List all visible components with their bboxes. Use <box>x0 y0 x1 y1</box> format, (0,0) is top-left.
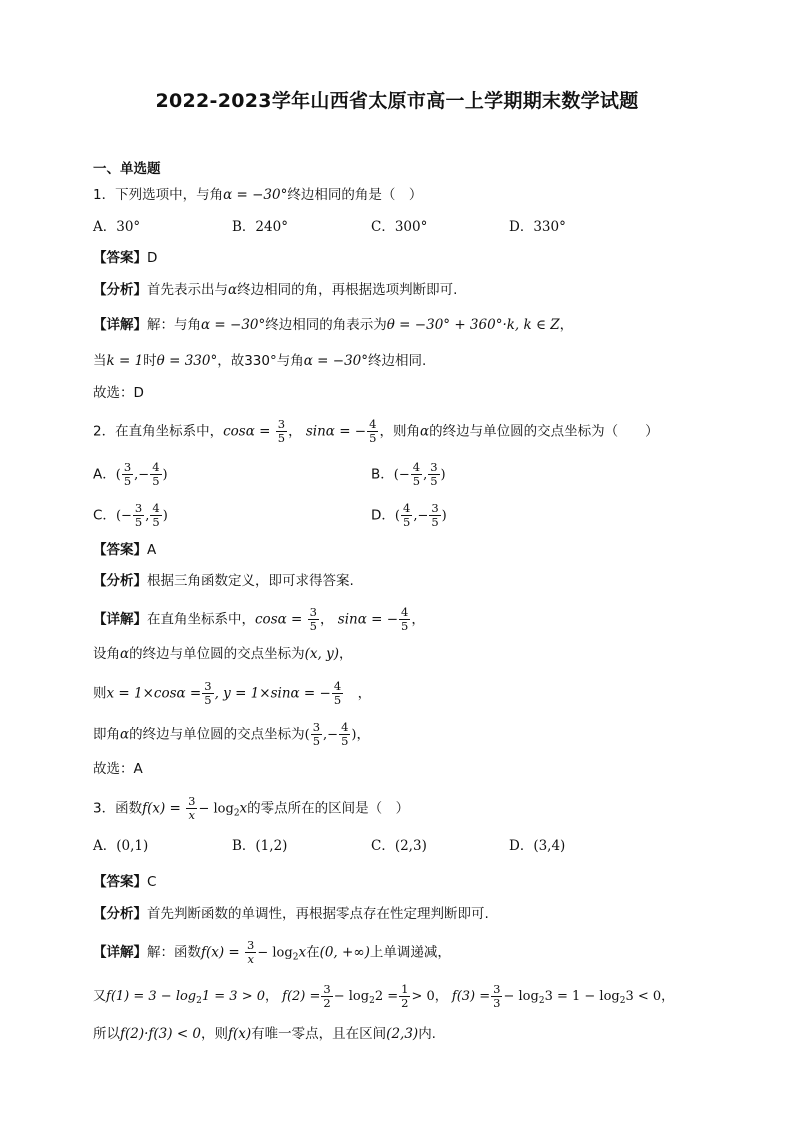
q1-option-b: B．240° <box>232 219 288 235</box>
q3-answer: 【答案】C <box>93 874 157 890</box>
q2-analysis: 【分析】根据三角函数定义，即可求得答案. <box>93 573 354 589</box>
q3-detail-line2: 又$f(1) = 3 - \log_21 = 3 > 0$， f(2) = $\frac{3}{2}$ − $\log_22$ = $\frac{1}{2}$ > 0， f(3) = $\frac{3}{3}$ − $\log_23 = 1 - \log_23 < 0$， <box>93 982 675 1010</box>
q2-option-c: C．(− $\frac{3}{5}$ , $\frac{4}{5}$ ) <box>93 501 168 529</box>
q1-analysis: 【分析】首先表示出与α终边相同的角，再根据选项判断即可. <box>93 282 458 298</box>
q1-detail: 【详解】解：与角α = −30°终边相同的角表示为θ = −30° + 360°·k, k ∈ Z， <box>93 317 574 333</box>
q2-option-b: B．(− $\frac{4}{5}$ , $\frac{3}{5}$ ) <box>371 460 446 488</box>
q1-option-a: A．30° <box>93 219 141 235</box>
q1-option-c: C．300° <box>371 219 428 235</box>
q3-option-d: D．(3,4) <box>509 838 566 854</box>
q3-option-a: A．(0,1) <box>93 838 149 854</box>
q2-stem: 2．在直角坐标系中，cosα = $\frac{3}{5}$ ， sinα = − $\frac{4}{5}$ ，则角α的终边与单位圆的交点坐标为（ ） <box>93 417 659 445</box>
q1-answer: 【答案】D <box>93 250 158 266</box>
q1-detail-line2: 当k = 1时θ = 330°，故330°与角α = −30°终边相同. <box>93 353 427 369</box>
q1-option-d: D．330° <box>509 219 566 235</box>
q2-choose: 故选：A <box>93 761 143 777</box>
q2-answer: 【答案】A <box>93 542 157 558</box>
page-title: 2022-2023学年山西省太原市高一上学期期末数学试题 <box>155 90 639 112</box>
q3-option-b: B．(1,2) <box>232 838 288 854</box>
q2-detail-line-set: 设角α的终边与单位圆的交点坐标为(x, y)， <box>93 646 353 662</box>
q1-stem: 1．下列选项中，与角α = −30°终边相同的角是（ ） <box>93 187 423 203</box>
q2-option-a: A．( $\frac{3}{5}$ ,− $\frac{4}{5}$ ) <box>93 460 168 488</box>
q3-analysis: 【分析】首先判断函数的单调性，再根据零点存在性定理判断即可. <box>93 906 489 922</box>
q2-detail-line-ie: 即角α的终边与单位圆的交点坐标为( $\frac{3}{5}$ ,− $\frac{4}{5}$ )， <box>93 720 370 748</box>
q2-option-d: D．( $\frac{4}{5}$ ,− $\frac{3}{5}$ ) <box>371 501 447 529</box>
q3-detail: 【详解】解：函数f(x) = $\frac{3}{x}$ − $\log_2x$在(0, +∞)上单调递减， <box>93 938 451 966</box>
q3-stem: 3．函数f(x) = $\frac{3}{x}$ − $\log_2x$的零点所在的区间是（ ） <box>93 794 410 822</box>
q3-detail-line3: 所以f(2)·f(3) < 0，则f(x)有唯一零点，且在区间(2,3)内. <box>93 1026 436 1042</box>
q1-choose: 故选：D <box>93 385 144 401</box>
section-heading: 一、单选题 <box>93 161 161 177</box>
q2-detail-line-then: 则x = 1×cosα = $\frac{3}{5}$ , y = 1×sinα = − $\frac{4}{5}$ ， <box>93 679 372 707</box>
q2-detail: 【详解】在直角坐标系中，cosα = $\frac{3}{5}$ ， sinα = − $\frac{4}{5}$ ， <box>93 605 425 633</box>
q3-option-c: C．(2,3) <box>371 838 427 854</box>
